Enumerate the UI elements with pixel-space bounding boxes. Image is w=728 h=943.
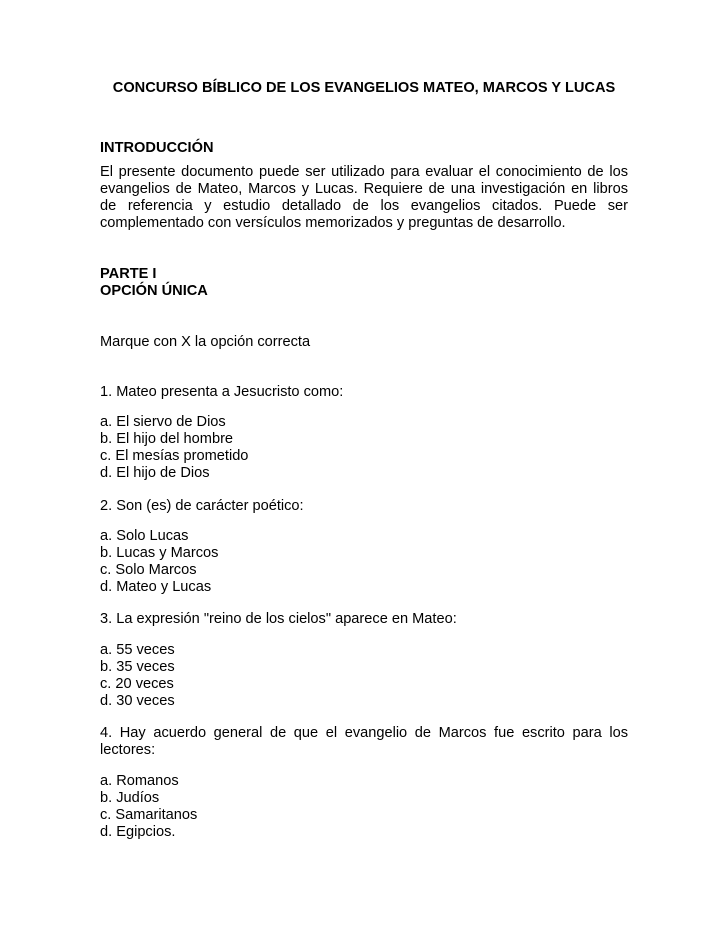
part-heading: PARTE I [100, 266, 157, 282]
option-1d: d. El hijo de Dios [100, 465, 210, 481]
question-3: 3. La expresión "reino de los cielos" aparece en Mateo: [100, 611, 457, 627]
option-3b: b. 35 veces [100, 659, 175, 675]
option-3c: c. 20 veces [100, 676, 174, 692]
option-4d: d. Egipcios. [100, 824, 176, 840]
option-4a: a. Romanos [100, 773, 179, 789]
option-1c: c. El mesías prometido [100, 448, 249, 464]
option-2b: b. Lucas y Marcos [100, 545, 219, 561]
part-subheading: OPCIÓN ÚNICA [100, 283, 208, 299]
question-1: 1. Mateo presenta a Jesucristo como: [100, 384, 344, 400]
question-4: 4. Hay acuerdo general de que el evangelio de Marcos fue escrito para los lectores: [100, 725, 628, 758]
option-3d: d. 30 veces [100, 693, 175, 709]
option-2a: a. Solo Lucas [100, 528, 189, 544]
instruction-text: Marque con X la opción correcta [100, 334, 311, 350]
question-4-options [100, 773, 197, 841]
option-1b: b. El hijo del hombre [100, 431, 234, 447]
option-3a: a. 55 veces [100, 642, 175, 658]
question-2: 2. Son (es) de carácter poético: [100, 498, 304, 514]
intro-paragraph: El presente documento puede ser utilizado para evaluar el conocimiento de los evangelios de Mateo, Marcos y Lucas. Requiere de una investigación en libros de referencia y estudio detallado de los evangelios citados. Puede ser complementado con versículos memorizados y preguntas de desarrollo. [100, 164, 628, 231]
question-1-options [100, 414, 248, 482]
document-title: CONCURSO BÍBLICO DE LOS EVANGELIOS MATEO, MARCOS Y LUCAS [112, 80, 616, 96]
intro-heading: INTRODUCCIÓN [100, 140, 214, 156]
question-2-options [100, 528, 218, 596]
option-4c: c. Samaritanos [100, 807, 198, 823]
option-1a: a. El siervo de Dios [100, 414, 226, 430]
question-3-options [100, 642, 175, 710]
option-4b: b. Judíos [100, 790, 160, 806]
option-2d: d. Mateo y Lucas [100, 579, 212, 595]
option-2c: c. Solo Marcos [100, 562, 197, 578]
